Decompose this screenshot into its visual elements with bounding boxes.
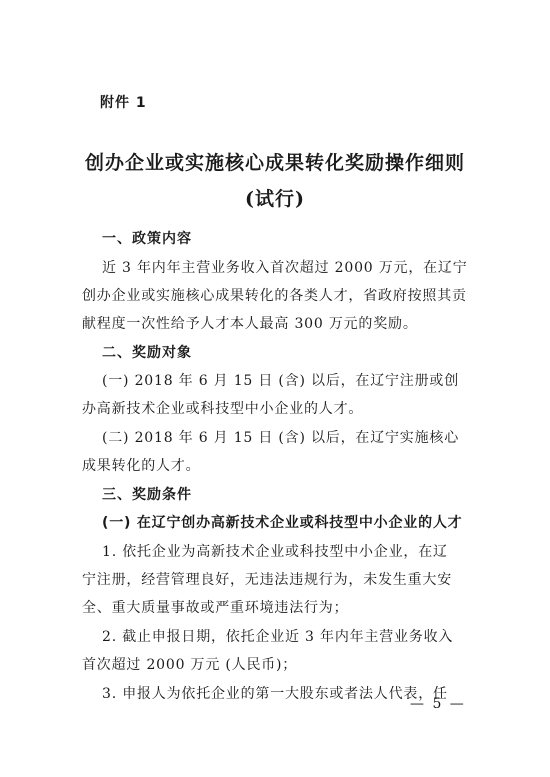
attachment-label: 附件 1	[100, 95, 147, 111]
paragraph-line: (一) 2018 年 6 月 15 日 (含) 以后，在辽宁注册或创	[102, 373, 459, 389]
section-heading-conditions: 三、奖励条件	[102, 487, 192, 503]
page-number: — 5 —	[410, 696, 466, 712]
paragraph-line: 2. 截止申报日期，依托企业近 3 年内年主营业务收入	[102, 629, 454, 645]
paragraph-line: 办高新技术企业或科技型中小企业的人才。	[82, 401, 364, 417]
paragraph-line: 献程度一次性给予人才本人最高 300 万元的奖励。	[82, 316, 418, 332]
paragraph-line: 1. 依托企业为高新技术企业或科技型中小企业，在辽	[102, 544, 448, 560]
document-title-trial: (试行)	[245, 188, 305, 210]
section-heading-recipients: 二、奖励对象	[102, 345, 192, 361]
paragraph-line: 近 3 年内年主营业务收入首次超过 2000 万元，在辽宁	[102, 260, 468, 276]
paragraph-line: 成果转化的人才。	[82, 458, 201, 474]
subsection-heading: (一) 在辽宁创办高新技术企业或科技型中小企业的人才	[102, 515, 463, 531]
document-title: 创办企业或实施核心成果转化奖励操作细则	[84, 152, 465, 174]
paragraph-line: (二) 2018 年 6 月 15 日 (含) 以后，在辽宁实施核心	[102, 430, 459, 446]
paragraph-line: 创办企业或实施核心成果转化的各类人才，省政府按照其贡	[82, 288, 467, 304]
paragraph-line: 全、重大质量事故或严重环境违法行为；	[82, 600, 349, 616]
paragraph-line: 宁注册，经营管理良好，无违法违规行为，未发生重大安	[82, 572, 452, 588]
section-heading-policy: 一、政策内容	[102, 231, 192, 247]
paragraph-line: 3. 申报人为依托企业的第一大股东或者法人代表，任	[102, 686, 448, 702]
paragraph-line: 首次超过 2000 万元 (人民币)；	[82, 657, 298, 673]
